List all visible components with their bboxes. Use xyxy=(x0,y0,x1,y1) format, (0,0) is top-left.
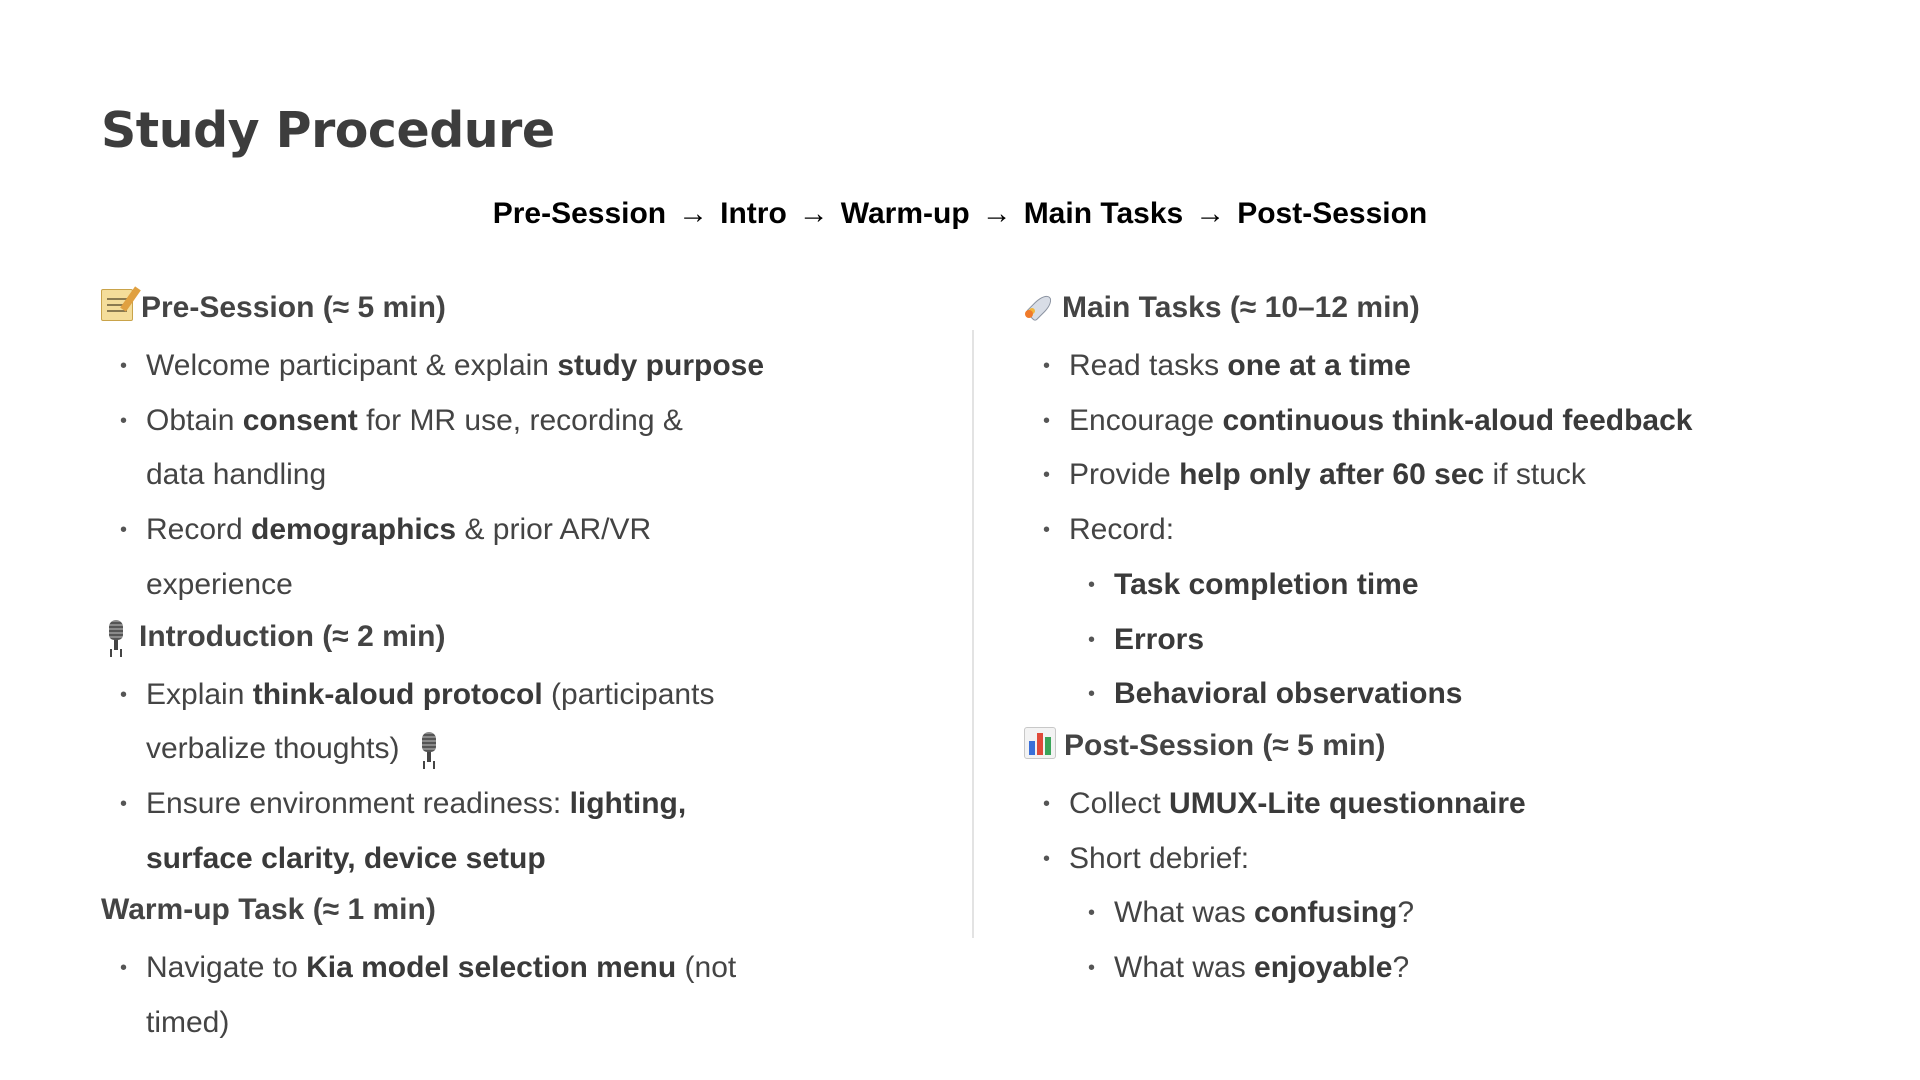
list-item: • Obtain consent for MR use, recording & data handling xyxy=(146,394,746,503)
rocket-icon xyxy=(1024,291,1054,321)
main-tasks-list xyxy=(1024,339,1824,722)
list-item: • Short debrief: • What was confusing? • What was enjoyable? xyxy=(1069,832,1824,996)
list-item: • Record demographics & prior AR/VR experience xyxy=(146,503,796,612)
warmup-list xyxy=(101,941,796,1050)
list-item: • What was enjoyable? xyxy=(1114,941,1824,996)
list-item: • Welcome participant & explain study purpose xyxy=(146,339,796,394)
debrief-list xyxy=(1069,886,1824,995)
flow-step: Warm-up xyxy=(840,197,970,230)
list-item: • Encourage continuous think-aloud feedback xyxy=(1069,394,1824,449)
list-item: • Navigate to Kia model selection menu (not timed) xyxy=(146,941,756,1050)
list-item: • Read tasks one at a time xyxy=(1069,339,1824,394)
microphone-icon xyxy=(414,732,444,762)
list-item: • Ensure environment readiness: lighting, surface clarity, device setup xyxy=(146,777,796,886)
left-column xyxy=(101,284,901,1051)
procedure-flow xyxy=(0,197,1920,231)
arrow-right-icon: → xyxy=(798,197,829,230)
warmup-heading: Warm-up Task (≈ 1 min) xyxy=(101,893,436,927)
introduction-list xyxy=(101,668,796,887)
record-list xyxy=(1069,558,1824,722)
list-item: • Behavioral observations xyxy=(1114,667,1824,722)
list-item: • Explain think-aloud protocol (participants verbalize thoughts) xyxy=(146,668,726,777)
post-session-heading: Post-Session (≈ 5 min) xyxy=(1024,722,1824,777)
list-item: • Record: • Task completion time • Errors • Behavioral observations xyxy=(1069,503,1824,722)
memo-icon xyxy=(101,289,133,321)
arrow-right-icon: → xyxy=(981,197,1012,230)
right-column xyxy=(1024,284,1824,996)
pre-session-list xyxy=(101,339,796,613)
list-item: • Errors xyxy=(1114,613,1824,668)
arrow-right-icon: → xyxy=(1195,197,1226,230)
flow-step: Pre-Session xyxy=(492,197,667,230)
arrow-right-icon: → xyxy=(678,197,709,230)
bar-chart-icon xyxy=(1024,727,1056,759)
list-item: • Task completion time xyxy=(1114,558,1824,613)
page-title: Study Procedure xyxy=(101,102,555,159)
flow-step: Post-Session xyxy=(1237,197,1428,230)
post-session-list xyxy=(1024,777,1824,996)
microphone-icon xyxy=(101,620,131,650)
list-item: • Provide help only after 60 sec if stuck xyxy=(1069,448,1824,503)
column-divider xyxy=(972,330,974,938)
main-tasks-heading: Main Tasks (≈ 10–12 min) xyxy=(1024,284,1824,339)
list-item: • Collect UMUX-Lite questionnaire xyxy=(1069,777,1824,832)
list-item: • What was confusing? xyxy=(1114,886,1824,941)
introduction-heading: Introduction (≈ 2 min) xyxy=(101,613,901,668)
flow-step: Main Tasks xyxy=(1023,197,1184,230)
flow-step: Intro xyxy=(720,197,787,230)
pre-session-heading: Pre-Session (≈ 5 min) xyxy=(101,284,901,339)
